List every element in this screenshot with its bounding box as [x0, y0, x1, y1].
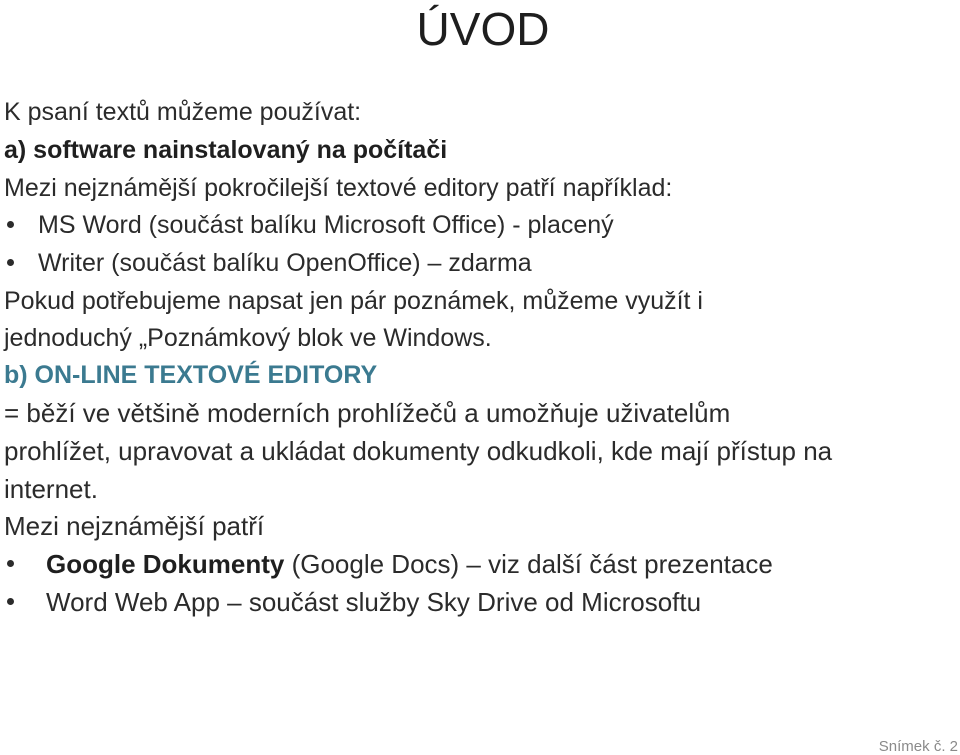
- section-a-lead: Mezi nejznámější pokročilejší textové editory patří například:: [4, 174, 673, 202]
- list-item-bold: Google Dokumenty: [46, 549, 285, 579]
- list-item: Writer (součást balíku OpenOffice) – zdarma: [38, 249, 532, 277]
- section-b-heading: b) ON-LINE TEXTOVÉ EDITORY: [4, 361, 378, 389]
- intro-text: K psaní textů můžeme používat:: [4, 98, 362, 126]
- list-item-rest: (Google Docs) – viz další část prezentace: [284, 549, 773, 579]
- bullet-icon: [7, 259, 14, 266]
- slide-title: ÚVOD: [416, 3, 550, 55]
- section-b-desc-line3: internet.: [4, 474, 98, 504]
- bullet-icon: [7, 560, 14, 567]
- list-item: MS Word (součást balíku Microsoft Office) - placený: [38, 211, 614, 239]
- list-item: [46, 549, 773, 579]
- section-b-desc-line1: = běží ve většině moderních prohlížečů a umožňuje uživatelům: [4, 398, 731, 428]
- section-a-heading: a) software nainstalovaný na počítači: [4, 136, 448, 164]
- bullet-icon: [7, 598, 14, 605]
- slide-number: Snímek č. 2: [878, 738, 958, 755]
- section-a-note-line1: Pokud potřebujeme napsat jen pár poznámek, můžeme využít i: [4, 287, 703, 315]
- bullet-icon: [7, 221, 14, 228]
- section-b-desc-line2: prohlížet, upravovat a ukládat dokumenty odkudkoli, kde mají přístup na: [4, 436, 833, 466]
- section-b-lead: Mezi nejznámější patří: [4, 511, 265, 541]
- section-a-note-line2: jednoduchý „Poznámkový blok ve Windows.: [4, 324, 492, 352]
- list-item: Word Web App – součást služby Sky Drive od Microsoftu: [46, 587, 702, 617]
